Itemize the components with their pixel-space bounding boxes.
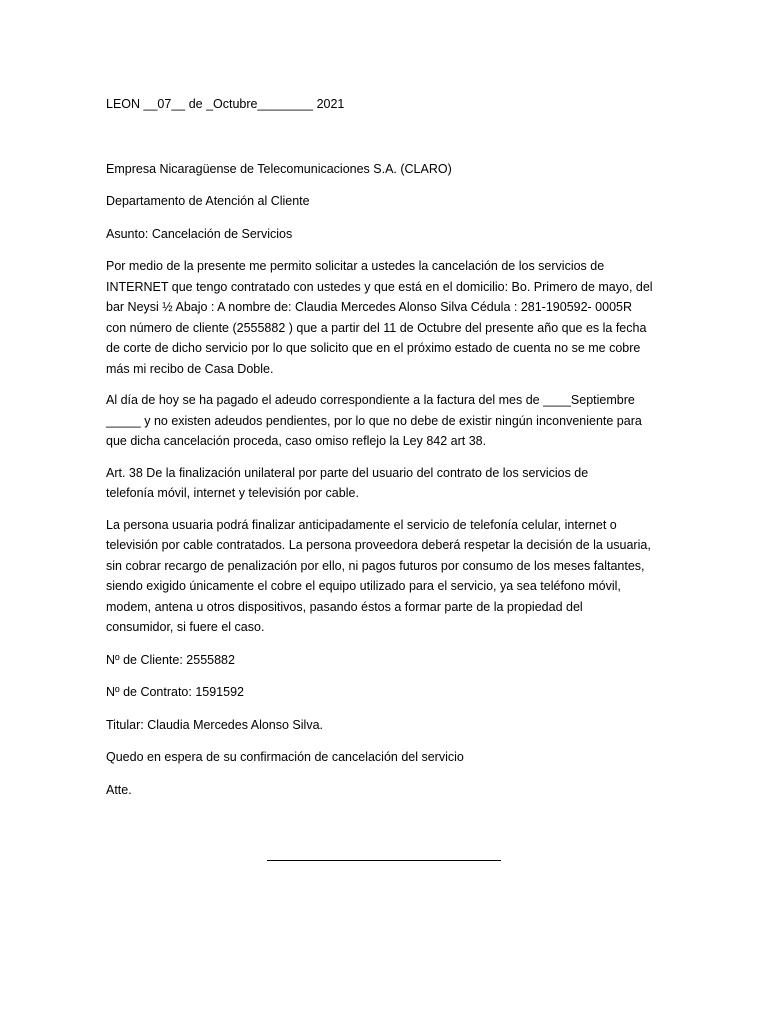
paragraph-line: Por medio de la presente me permito solicitar a ustedes la cancelación de los servicios de [106, 259, 605, 273]
client-number: Nº de Cliente: 2555882 [106, 652, 235, 667]
recipient-company: Empresa Nicaragüense de Telecomunicaciones S.A. (CLARO) [106, 161, 452, 176]
paragraph-line: bar Neysi ½ Abajo : A nombre de: Claudia Mercedes Alonso Silva Cédula : 281-190592- 0005R [106, 300, 633, 314]
subject-line: Asunto: Cancelación de Servicios [106, 226, 293, 241]
recipient-department: Departamento de Atención al Cliente [106, 194, 310, 208]
sign-off: Atte. [106, 782, 132, 797]
article-body [106, 515, 660, 638]
contract-number: Nº de Contrato: 1591592 [106, 685, 244, 699]
article-heading-line: telefonía móvil, internet y televisión por cable. [106, 486, 359, 500]
closing-request: Quedo en espera de su confirmación de cancelación del servicio [106, 750, 464, 764]
signature-line [267, 852, 501, 861]
paragraph-payment-status [106, 390, 660, 452]
article-body-line: La persona usuaria podrá finalizar anticipadamente el servicio de telefonía celular, internet o [106, 517, 617, 532]
article-body-line: sin cobrar recargo de penalización por ello, ni pagos futuros por consumo de los meses faltantes, [106, 558, 645, 573]
date-line: LEON __07__ de _Octubre________ 2021 [106, 97, 345, 111]
paragraph-line: de corte de dicho servicio por lo que solicito que en el próximo estado de cuenta no se me cobre [106, 341, 641, 355]
paragraph-line: con número de cliente (2555882 ) que a partir del 11 de Octubre del presente año que es la fecha [106, 320, 647, 335]
paragraph-cancellation-request [106, 256, 660, 379]
article-body-line: consumidor, si fuere el caso. [106, 620, 265, 634]
paragraph-line: INTERNET que tengo contratado con ustedes y que está en el domicilio: Bo. Primero de mayo, del [106, 279, 653, 294]
article-heading [106, 463, 660, 504]
paragraph-line: _____ y no existen adeudos pendientes, por lo que no debe de existir ningún inconveniente para [106, 413, 642, 428]
paragraph-line: más mi recibo de Casa Doble. [106, 361, 274, 376]
account-holder: Titular: Claudia Mercedes Alonso Silva. [106, 717, 323, 732]
article-body-line: siendo exigido únicamente el cobre el equipo utilizado para el servicio, ya sea teléfono móvil, [106, 579, 621, 593]
letter-body [106, 94, 660, 800]
paragraph-line: Al día de hoy se ha pagado el adeudo correspondiente a la factura del mes de ____Septiembre [106, 393, 635, 407]
article-body-line: televisión por cable contratados. La persona proveedora deberá respetar la decisión de la usuaria, [106, 538, 651, 552]
article-body-line: modem, antena u otros dispositivos, pasando éstos a formar parte de la propiedad del [106, 599, 583, 614]
paragraph-line: que dicha cancelación proceda, caso omiso reflejo la Ley 842 art 38. [106, 434, 487, 448]
article-heading-line: Art. 38 De la finalización unilateral por parte del usuario del contrato de los servicios de [106, 465, 589, 480]
